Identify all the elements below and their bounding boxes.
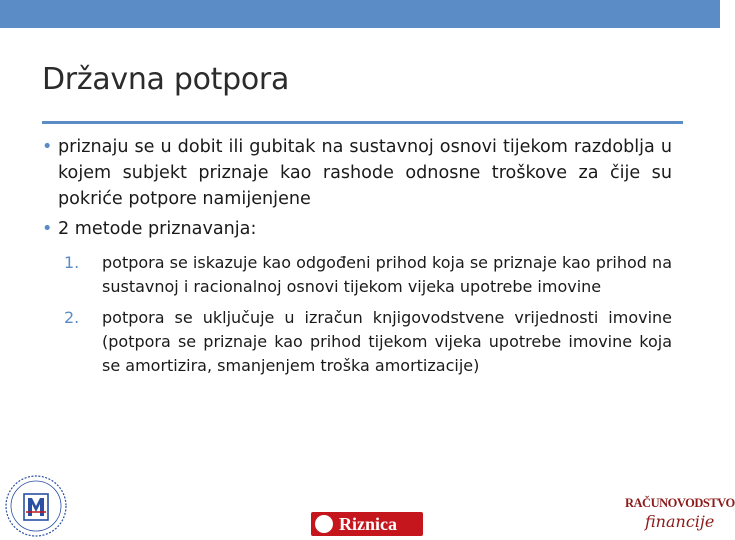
riznica-emblem-icon	[315, 515, 333, 533]
riznica-logo	[311, 512, 423, 536]
slide-content	[42, 134, 672, 385]
footer-logos	[0, 466, 735, 540]
racunovodstvo-financije-logo	[625, 496, 735, 540]
method-number: 1.	[64, 253, 80, 272]
rif-logo-line2: financije	[645, 512, 715, 531]
bullet-item	[42, 216, 672, 242]
method-text: potpora se uključuje u izračun knjigovodstvene vrijednosti imovine (potpora se priznaje kao prihod tijekom vijeka upotrebe imovine koja se amortizira, smanjenjem troška amortizacije)	[102, 308, 672, 375]
methods-list	[42, 251, 672, 378]
slide-title: Državna potpora	[42, 62, 290, 97]
method-item	[42, 251, 672, 299]
bullet-marker: •	[42, 219, 53, 239]
method-text: potpora se iskazuje kao odgođeni prihod koja se priznaje kao prihod na sustavnoj i racionalnoj osnovi tijekom vijeka upotrebe imovine	[102, 253, 672, 296]
bullet-item	[42, 134, 672, 212]
riznica-logo-text: Riznica	[339, 514, 397, 534]
bullet-marker: •	[42, 137, 53, 157]
top-accent-band	[0, 0, 720, 28]
rif-logo-line1: RAČUNOVODSTVO	[625, 496, 735, 510]
method-number: 2.	[64, 308, 80, 327]
title-underline	[42, 121, 683, 124]
bullet-text: 2 metode priznavanja:	[58, 219, 257, 239]
bullet-text: priznaju se u dobit ili gubitak na sustavnoj osnovi tijekom razdoblja u kojem subjekt priznaje kao rashode odnosne troškove za čije su pokriće potpore namijenjene	[58, 137, 672, 209]
method-item	[42, 306, 672, 378]
association-seal-logo-icon	[2, 472, 70, 540]
